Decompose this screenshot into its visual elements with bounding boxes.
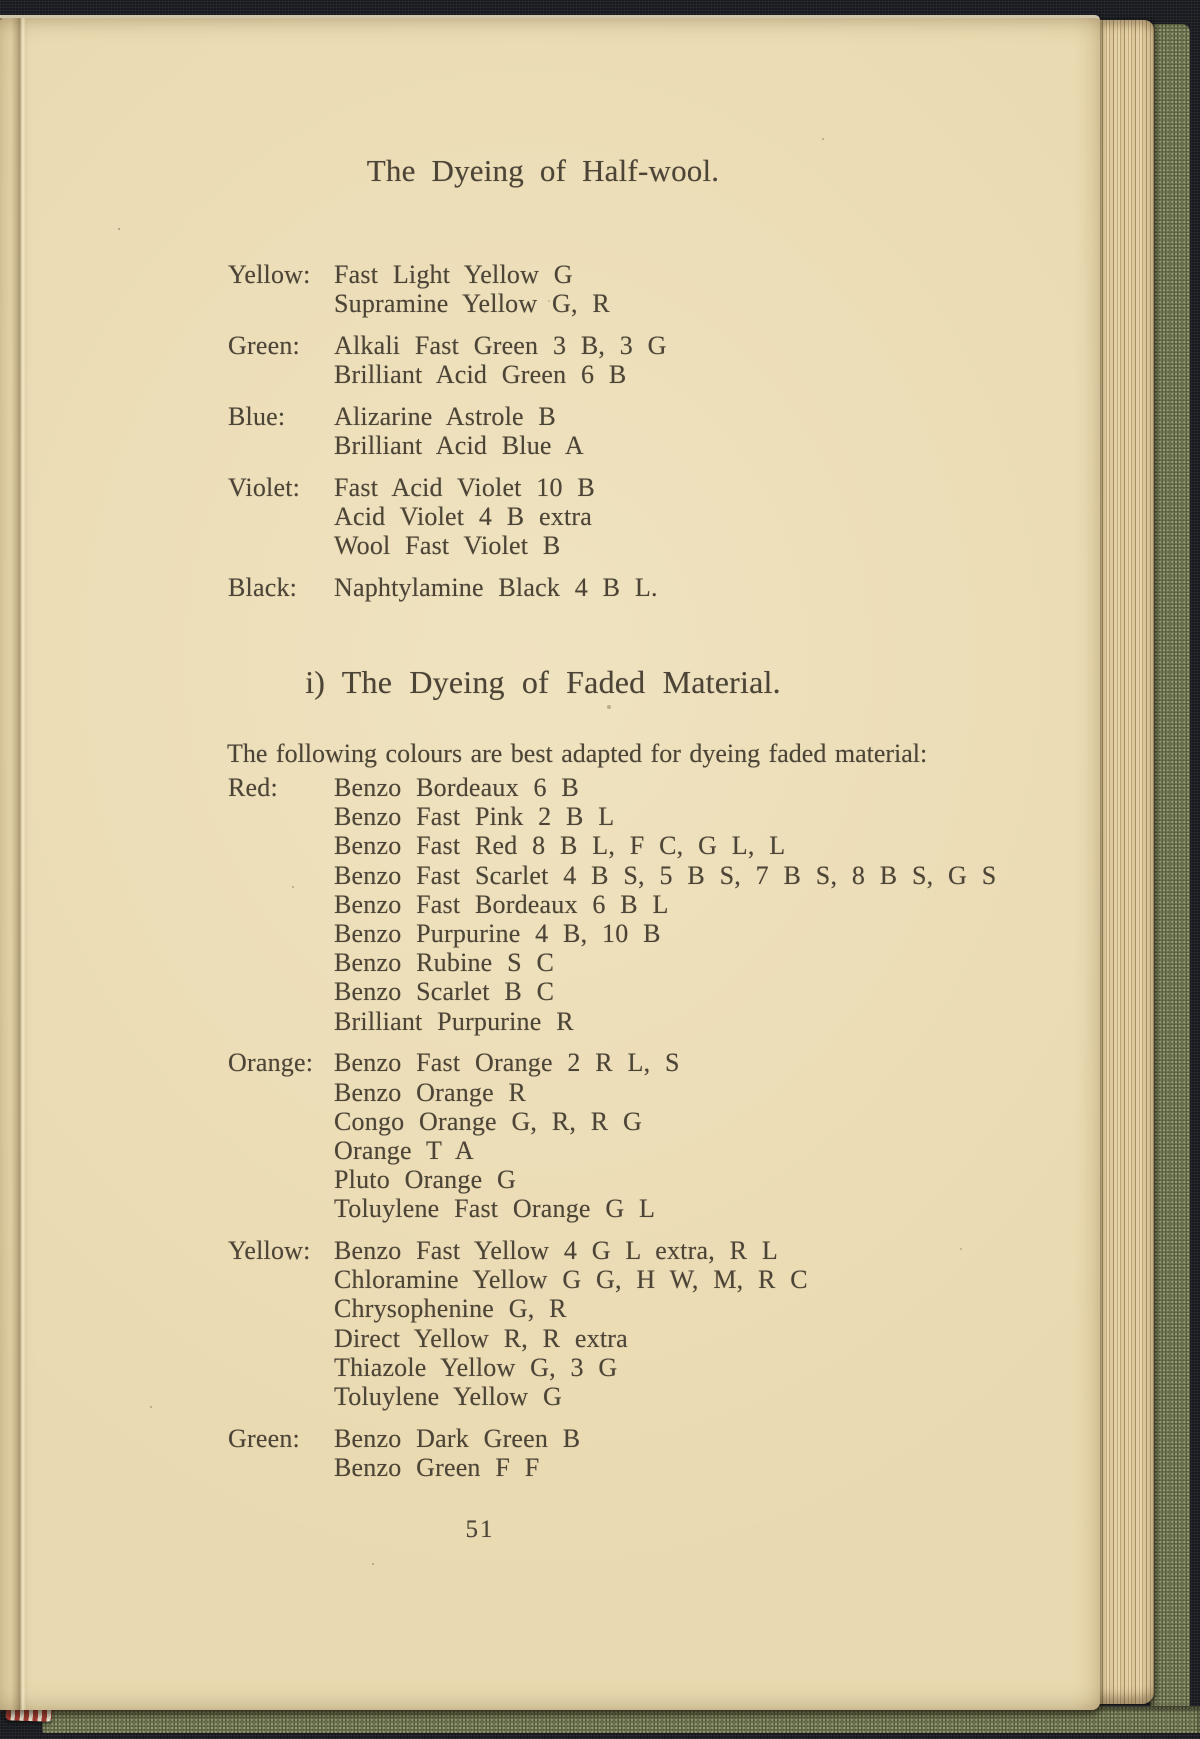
dye-group bbox=[228, 1048, 996, 1223]
dye-name: Chrysophenine G, R bbox=[334, 1294, 567, 1324]
dye-name: Direct Yellow R, R extra bbox=[334, 1323, 628, 1353]
dye-lines bbox=[334, 1048, 680, 1223]
dye-name: Alkali Fast Green 3 B, 3 G bbox=[334, 330, 667, 360]
dye-name: Benzo Purpurine 4 B, 10 B bbox=[334, 919, 661, 949]
dye-name: Benzo Fast Pink 2 B L bbox=[334, 802, 615, 832]
dye-lines bbox=[334, 331, 667, 389]
section-title-half-wool: The Dyeing of Half-wool. bbox=[366, 153, 720, 188]
dye-group bbox=[228, 573, 667, 602]
dye-name: Benzo Dark Green B bbox=[334, 1423, 581, 1453]
dye-name: Thiazole Yellow G, 3 G bbox=[334, 1352, 618, 1382]
dye-name: Benzo Bordeaux 6 B bbox=[334, 773, 579, 802]
dye-name: Toluylene Fast Orange G L bbox=[334, 1194, 656, 1224]
dye-group bbox=[228, 331, 667, 389]
dye-lines bbox=[334, 1424, 580, 1482]
dye-name: Brilliant Purpurine R bbox=[334, 1006, 574, 1036]
colour-label: Yellow: bbox=[228, 1236, 311, 1266]
dye-name: Congo Orange G, R, R G bbox=[334, 1106, 642, 1136]
colour-label: Yellow: bbox=[228, 260, 311, 289]
dye-name: Benzo Fast Orange 2 R L, S bbox=[334, 1048, 680, 1078]
dye-name: Benzo Rubine S C bbox=[334, 948, 555, 978]
dye-name: Acid Violet 4 B extra bbox=[334, 501, 592, 531]
dye-lines bbox=[334, 1236, 808, 1411]
dye-name: Fast Light Yellow G bbox=[334, 260, 573, 289]
dye-name: Supramine Yellow G, R bbox=[334, 289, 610, 319]
dye-name: Chloramine Yellow G G, H W, M, R C bbox=[334, 1265, 808, 1295]
page-stack-fore-edge bbox=[1096, 20, 1154, 1704]
colour-label: Blue: bbox=[228, 401, 286, 431]
book-page bbox=[0, 15, 1100, 1710]
dye-lines bbox=[334, 473, 595, 561]
dye-lines bbox=[334, 260, 610, 318]
dye-name: Pluto Orange G bbox=[334, 1165, 516, 1195]
dye-name: Benzo Fast Bordeaux 6 B L bbox=[334, 889, 669, 919]
colour-label: Green: bbox=[228, 1423, 300, 1453]
colour-label: Red: bbox=[228, 773, 278, 802]
dye-name: Benzo Fast Yellow 4 G L extra, R L bbox=[334, 1236, 778, 1266]
intro-paragraph: The following colours are best adapted for dyeing faded material: bbox=[227, 739, 928, 768]
dye-name: Orange T A bbox=[334, 1135, 474, 1165]
colour-label: Black: bbox=[228, 572, 298, 602]
dye-name: Benzo Fast Scarlet 4 B S, 5 B S, 7 B S, 8 B S, G S bbox=[334, 860, 997, 890]
dye-name: Benzo Fast Red 8 B L, F C, G L, L bbox=[334, 831, 786, 861]
book-cover-cloth-right bbox=[1150, 24, 1190, 1724]
dye-name: Alizarine Astrole B bbox=[334, 401, 556, 431]
book-cover-cloth-bottom bbox=[42, 1706, 1200, 1733]
gutter-crease bbox=[11, 18, 27, 1710]
section-heading-faded-material: i) The Dyeing of Faded Material. bbox=[305, 664, 781, 700]
dye-group bbox=[228, 773, 996, 1036]
dye-lines bbox=[334, 573, 658, 602]
dye-name: Fast Acid Violet 10 B bbox=[334, 472, 595, 502]
colour-label: Green: bbox=[228, 330, 300, 360]
dye-group bbox=[228, 1236, 996, 1411]
colour-label: Violet: bbox=[228, 472, 301, 502]
faded-material-dye-list bbox=[228, 773, 996, 1495]
dye-lines bbox=[334, 402, 584, 460]
dye-name: Brilliant Acid Green 6 B bbox=[334, 360, 627, 390]
dye-name: Wool Fast Violet B bbox=[334, 531, 561, 561]
dye-name: Benzo Scarlet B C bbox=[334, 977, 555, 1007]
paper-specks bbox=[0, 18, 2, 20]
dye-group bbox=[228, 473, 667, 561]
dye-name: Brilliant Acid Blue A bbox=[334, 431, 584, 461]
dye-group bbox=[228, 1424, 996, 1482]
dye-name: Toluylene Yellow G bbox=[334, 1382, 562, 1412]
page-number: 51 bbox=[465, 1516, 495, 1543]
colour-label: Orange: bbox=[228, 1048, 314, 1078]
dye-group bbox=[228, 260, 667, 318]
dye-lines bbox=[334, 773, 996, 1036]
dye-name: Benzo Orange R bbox=[334, 1077, 527, 1107]
dye-group bbox=[228, 402, 667, 460]
dye-name: Benzo Green F F bbox=[334, 1452, 540, 1482]
half-wool-dye-list bbox=[228, 260, 667, 615]
dye-name: Naphtylamine Black 4 B L. bbox=[334, 572, 658, 602]
